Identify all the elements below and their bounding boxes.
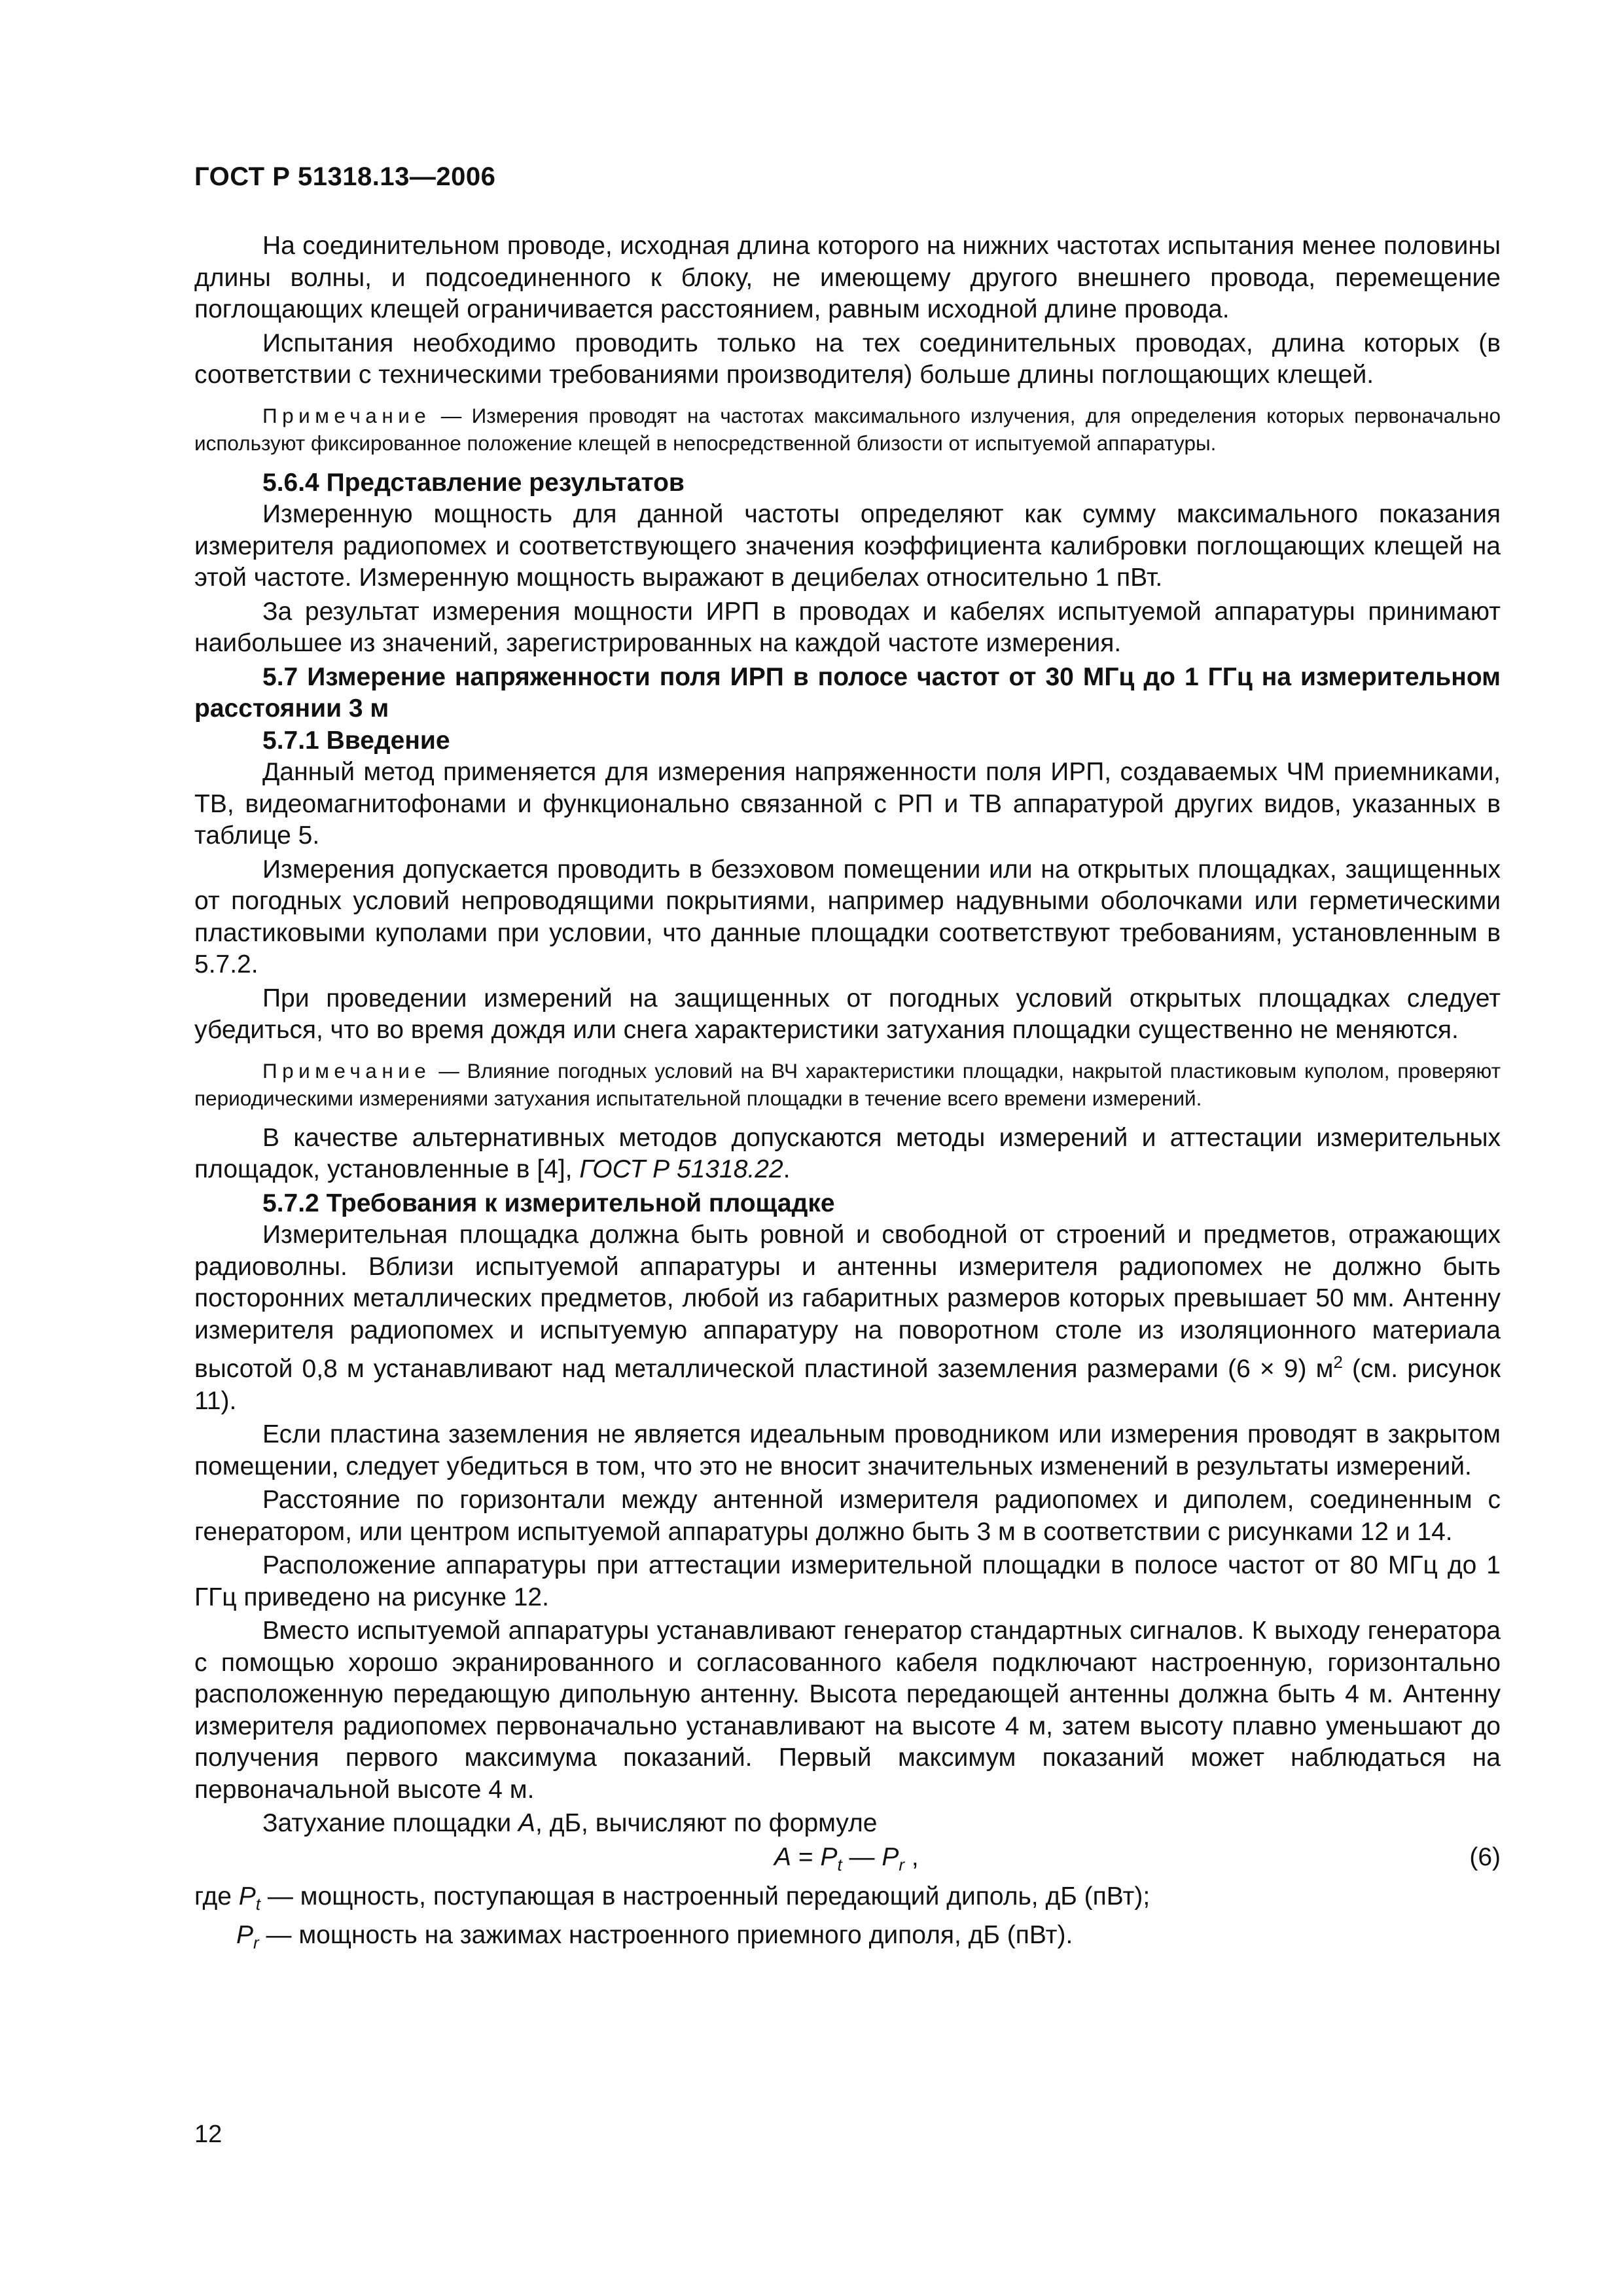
paragraph-arrangement: Расположение аппаратуры при аттестации измерительной площадки в полосе частот от 80 МГц до 1 ГГц приведено на рисунке 12. [194,1551,1501,1611]
text-fragment: — мощность на зажимах настроенного приемного диполя, дБ (пВт). [259,1921,1073,1949]
text-fragment: , дБ, вычисляют по формуле [535,1809,878,1837]
formula-equals: = [791,1842,821,1871]
formula-p: P [820,1842,838,1871]
section-heading-5-7: 5.7 Измерение напряженности поля ИРП в полосе частот от 30 МГц до 1 ГГц на измерительном расстоянии 3 м [194,662,1501,723]
paragraph-anechoic: Измерения допускается проводить в безэховом помещении или на открытых площадках, защищенных от погодных условий непроводящими покрытиями, например надувными оболочками или герметическими пластиковыми куполами при условии, что данные площадки соответствуют требованиям, установленным в 5.7.2. [194,855,1501,978]
formula-minus: — [842,1842,882,1871]
formula-number: (6) [1469,1842,1501,1871]
paragraph-generator: Вместо испытуемой аппаратуры устанавливают генератор стандартных сигналов. К выходу генератора с помощью хорошо экранированного и согласованного кабеля подключают настроенную, горизонтально расположенную передающую дипольную антенну. Высота передающей антенны должна быть 4 м. Антенну измерителя радиопомех первоначально устанавливают на высоте 4 м, затем высоту плавно уменьшают до получения первого максимума показаний. Первый максимум показаний может наблюдаться на первоначальной высоте 4 м. [194,1617,1501,1804]
paragraph-measured-power: Измеренную мощность для данной частоты определяют как сумму максимального показания измерителя радиопомех и соответствующего значения коэффициента калибровки поглощающих клещей на этой частоте. Измеренную мощность выражают в децибелах относительно 1 пВт. [194,500,1501,592]
superscript: 2 [1333,1352,1343,1372]
standard-header: ГОСТ Р 51318.13—2006 [194,162,496,191]
subscript: t [255,1893,261,1914]
paragraph-test-cables: Испытания необходимо проводить только на тех соединительных проводах, длина которых (в соответствии с техническими требованиями производителя) больше длины поглощающих клещей. [194,329,1501,389]
paragraph-attenuation-intro [194,1808,1501,1840]
variable-a: A [518,1809,536,1837]
section-heading-5-6-4: 5.6.4 Представление результатов [262,468,685,497]
paragraph-distance: Расстояние по горизонтали между антенной измерителя радиопомех и диполем, соединенным с генератором, или центром испытуемой аппаратуры должно быть 3 м в соответствии с рисунками 12 и 14. [194,1486,1501,1546]
text-fragment: . [783,1155,791,1183]
standard-reference: ГОСТ Р 51318.22 [579,1155,783,1183]
formula-sub-t: t [837,1854,842,1874]
definition-pr [194,1920,1501,1959]
text-fragment: В качестве альтернативных методов допускаются методы измерений и аттестации измерительных площадок, установленные в [4], [194,1123,1501,1183]
formula-p: P [882,1842,899,1871]
paragraph-weather: При проведении измерений на защищенных от погодных условий открытых площадках следует убедиться, что во время дождя или снега характеристики затухания площадки существенно не меняются. [194,984,1501,1044]
formula-expression [774,1842,919,1881]
note-max-emission [194,402,1501,457]
note-text: — Влияние погодных условий на ВЧ характеристики площадки, накрытой пластиковым куполом, проверяют периодическими измерениями затухания испытательной площадки в течение всего времени измерений. [194,1058,1501,1110]
definition-pt [194,1881,1501,1920]
text-fragment: Измерительная площадка должна быть ровной и свободной от строений и предметов, отражающих радиоволны. Вблизи испытуемой аппаратуры и антенны измерителя радиопомех не должно быть посторонних металлических предметов, любой из габаритных размеров которых превышает 50 мм. Антенну измерителя радиопомех и испытуемую аппаратуру на поворотном столе из изоляционного материала высотой 0,8 м устанавливают над металлической пластиной заземления размерами (6 × 9) м [194,1221,1501,1383]
subscript: r [253,1933,259,1952]
paragraph-clamp-travel: На соединительном проводе, исходная длина которого на нижних частотах испытания менее половины длины волны, и подсоединенного к блоку, не имеющему другого внешнего провода, перемещение поглощающих клещей ограничивается расстоянием, равным исходной длине провода. [194,232,1501,323]
formula-sub-r: r [899,1854,905,1874]
paragraph-method-scope: Данный метод применяется для измерения напряженности поля ИРП, создаваемых ЧМ приемниками, ТВ, видеомагнитофонами и функционально связанной с РП и ТВ аппаратурой других видов, указанных в таблице 5. [194,758,1501,850]
paragraph-alternative-methods [194,1122,1501,1186]
note-weather-influence [194,1057,1501,1112]
text-fragment: (см. рисунок 11). [194,1355,1501,1415]
formula-lhs: A [774,1842,792,1871]
paragraph-site-requirements [194,1219,1501,1417]
note-label: Примечание [262,403,431,427]
page-number: 12 [194,2121,223,2148]
variable-p: P [238,1882,256,1910]
text-fragment: где [194,1882,239,1910]
formula-6 [194,1842,1501,1877]
text-fragment: Затухание площадки [262,1809,519,1837]
note-text: — Измерения проводят на частотах максимального излучения, для определения которых первоначально используют фиксированное положение клещей в непосредственной близости от испытуемой аппаратуры. [194,403,1501,455]
variable-p: P [236,1921,254,1949]
section-heading-5-7-2: 5.7.2 Требования к измерительной площадке [262,1189,835,1217]
section-heading-5-7-1: 5.7.1 Введение [262,726,450,755]
paragraph-result: За результат измерения мощности ИРП в проводах и кабелях испытуемой аппаратуры принимают наибольшее из значений, зарегистрированных на каждой частоте измерения. [194,597,1501,657]
page-body [194,230,1501,1959]
formula-comma: , [904,1842,919,1871]
note-label: Примечание [262,1058,431,1083]
text-fragment: — мощность, поступающая в настроенный передающий диполь, дБ (пВт); [260,1882,1150,1910]
paragraph-ground-plane: Если пластина заземления не является идеальным проводником или измерения проводят в закрытом помещении, следует убедиться в том, что это не вносит значительных изменений в результаты измерений. [194,1420,1501,1480]
